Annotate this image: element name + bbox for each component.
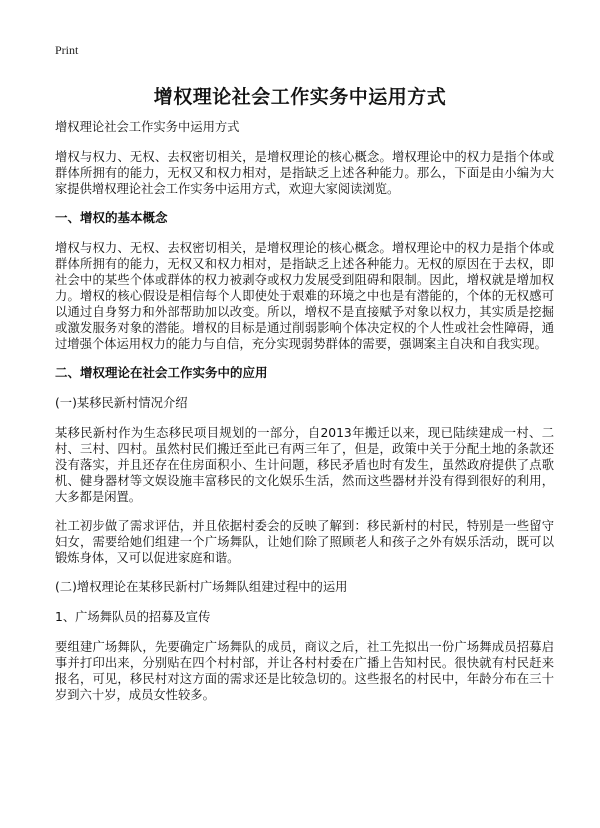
subheading-village-intro: (一)某移民新村情况介绍 bbox=[55, 396, 188, 410]
village-intro-paragraph: 某移民新村作为生态移民项目规划的一部分，自2013年搬迁以来，现已陆续建成一村、二村、三村、四村。虽然村民们搬迁至此已有两三年了，但是，政策中关于分配土地的条款还没有落实，并且还存在住房面积小、生计问题，移民矛盾也时有发生，虽然政府提供了点歌机、健身器材等文娱设施丰富移民的文化娱乐生活，然而这些器材并没有得到很好的利用，大多都是闲置。 bbox=[55, 426, 554, 504]
section-heading-1: 一、增权的基本概念 bbox=[55, 210, 168, 225]
subheading-recruitment: 1、广场舞队员的招募及宣传 bbox=[55, 610, 211, 624]
article-body bbox=[55, 119, 554, 716]
intro-paragraph: 增权与权力、无权、去权密切相关，是增权理论的核心概念。增权理论中的权力是指个体或群体所拥有的能力，无权又和权力相对，是指缺乏上述各种能力。那么，下面是由小编为大家提供增权理论社会工作实务中运用方式，欢迎大家阅读浏览。 bbox=[55, 150, 554, 196]
section-1-paragraph: 增权与权力、无权、去权密切相关，是增权理论的核心概念。增权理论中的权力是指个体或群体所拥有的能力，无权又和权力相对，是指缺乏上述各种能力。无权的原因在于去权，即社会中的某些个体或群体的权力被剥夺或权力发展受到阻碍和限制。因此，增权就是增加权力。增权的核心假设是相信每个人即使处于艰难的环境之中也是有潜能的，个体的无权感可以通过自身努力和外部帮助加以改变。所以，增权不是直接赋予对象以权力，其实质是挖掘或激发服务对象的潜能。增权的目标是通过削弱影响个体决定权的个人性或社会性障碍，通过增强个体运用权力的能力与自信，充分实现弱势群体的需要，强调案主自决和自我实现。 bbox=[55, 241, 554, 351]
recruitment-paragraph: 要组建广场舞队，先要确定广场舞队的成员，商议之后，社工先拟出一份广场舞成员招募启事并打印出来，分别贴在四个村村部，并让各村村委在广播上告知村民。很快就有村民赶来报名，可见，移民村对这方面的需求还是比较急切的。这些报名的村民中，年龄分布在三十岁到六十岁，成员女性较多。 bbox=[55, 640, 554, 702]
section-heading-2: 二、增权理论在社会工作实务中的应用 bbox=[55, 365, 268, 380]
subheading-dance-team: (二)增权理论在某移民新村广场舞队组建过程中的运用 bbox=[55, 580, 348, 594]
needs-assessment-paragraph: 社工初步做了需求评估，并且依据村委会的反映了解到：移民新村的村民，特别是一些留守妇女，需要给她们组建一个广场舞队，让她们除了照顾老人和孩子之外有娱乐活动，既可以锻炼身体，又可以促进家庭和谐。 bbox=[55, 519, 554, 565]
article-lead: 增权理论社会工作实务中运用方式 bbox=[55, 120, 240, 134]
print-link[interactable]: Print bbox=[55, 43, 79, 57]
article-title: 增权理论社会工作实务中运用方式 bbox=[153, 86, 447, 108]
